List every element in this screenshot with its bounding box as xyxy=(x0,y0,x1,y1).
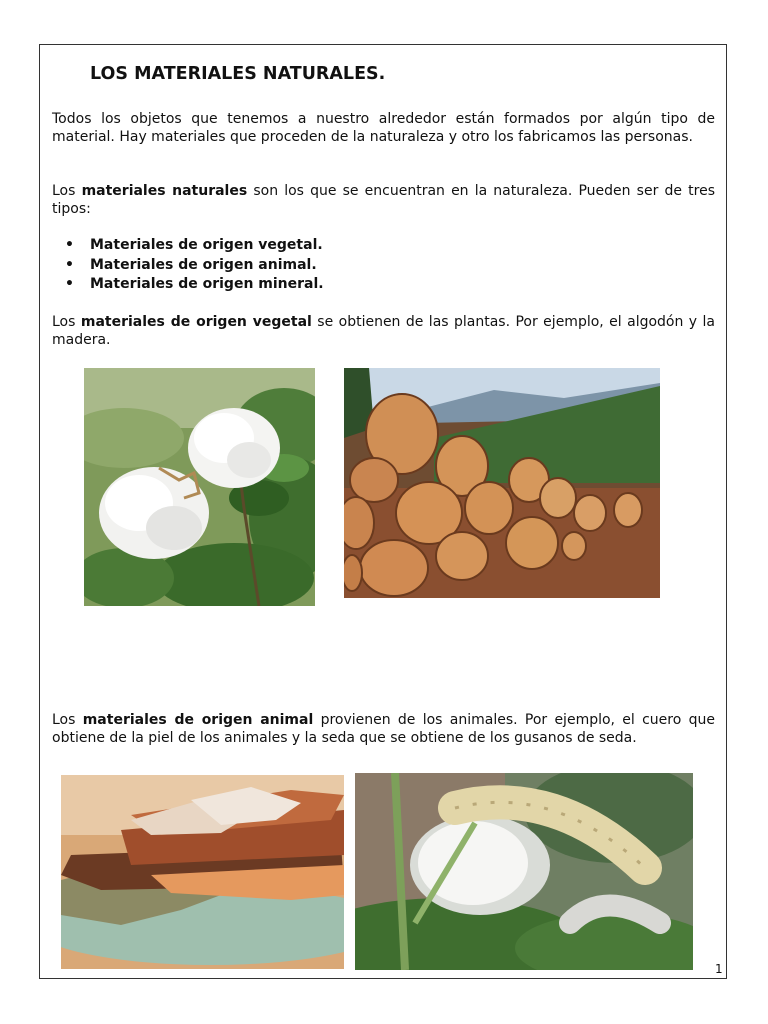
text-prefix: Los xyxy=(52,712,83,728)
list-item: • Materiales de origen vegetal. xyxy=(52,236,324,256)
bold-term: materiales de origen vegetal xyxy=(80,314,312,330)
wood-logs-photo xyxy=(344,368,660,598)
natural-materials-paragraph xyxy=(52,182,715,218)
text-rest: provienen de los animales. Por ejemplo, el cuero que obtiene de la piel de los animales y la seda que se obtiene de los gusanos de seda. xyxy=(52,712,715,746)
leather-photo xyxy=(61,775,344,969)
bold-term: materiales naturales xyxy=(81,183,248,199)
intro-paragraph: Todos los objetos que tenemos a nuestro alrededor están formados por algún tipo de material. Hay materiales que proceden de la naturaleza y otro los fabricamos las personas. xyxy=(52,111,715,145)
list-item: • Materiales de origen mineral. xyxy=(52,275,324,295)
vegetal-paragraph xyxy=(52,313,715,349)
animal-paragraph xyxy=(52,711,715,747)
text-prefix: Los xyxy=(52,183,82,199)
page-title: LOS MATERIALES NATURALES. xyxy=(90,64,386,84)
material-types-list xyxy=(52,236,324,295)
text-rest: se obtienen de las plantas. Por ejemplo, el algodón y la madera. xyxy=(52,314,715,348)
list-item: • Materiales de origen animal. xyxy=(52,256,324,276)
text-prefix: Los xyxy=(52,314,81,330)
cotton-photo xyxy=(84,368,315,606)
text-rest: son los que se encuentran en la naturaleza. Pueden ser de tres tipos: xyxy=(52,183,715,217)
page-number: 1 xyxy=(715,962,723,976)
bold-term: materiales de origen animal xyxy=(82,712,314,728)
silkworm-photo xyxy=(355,773,693,970)
